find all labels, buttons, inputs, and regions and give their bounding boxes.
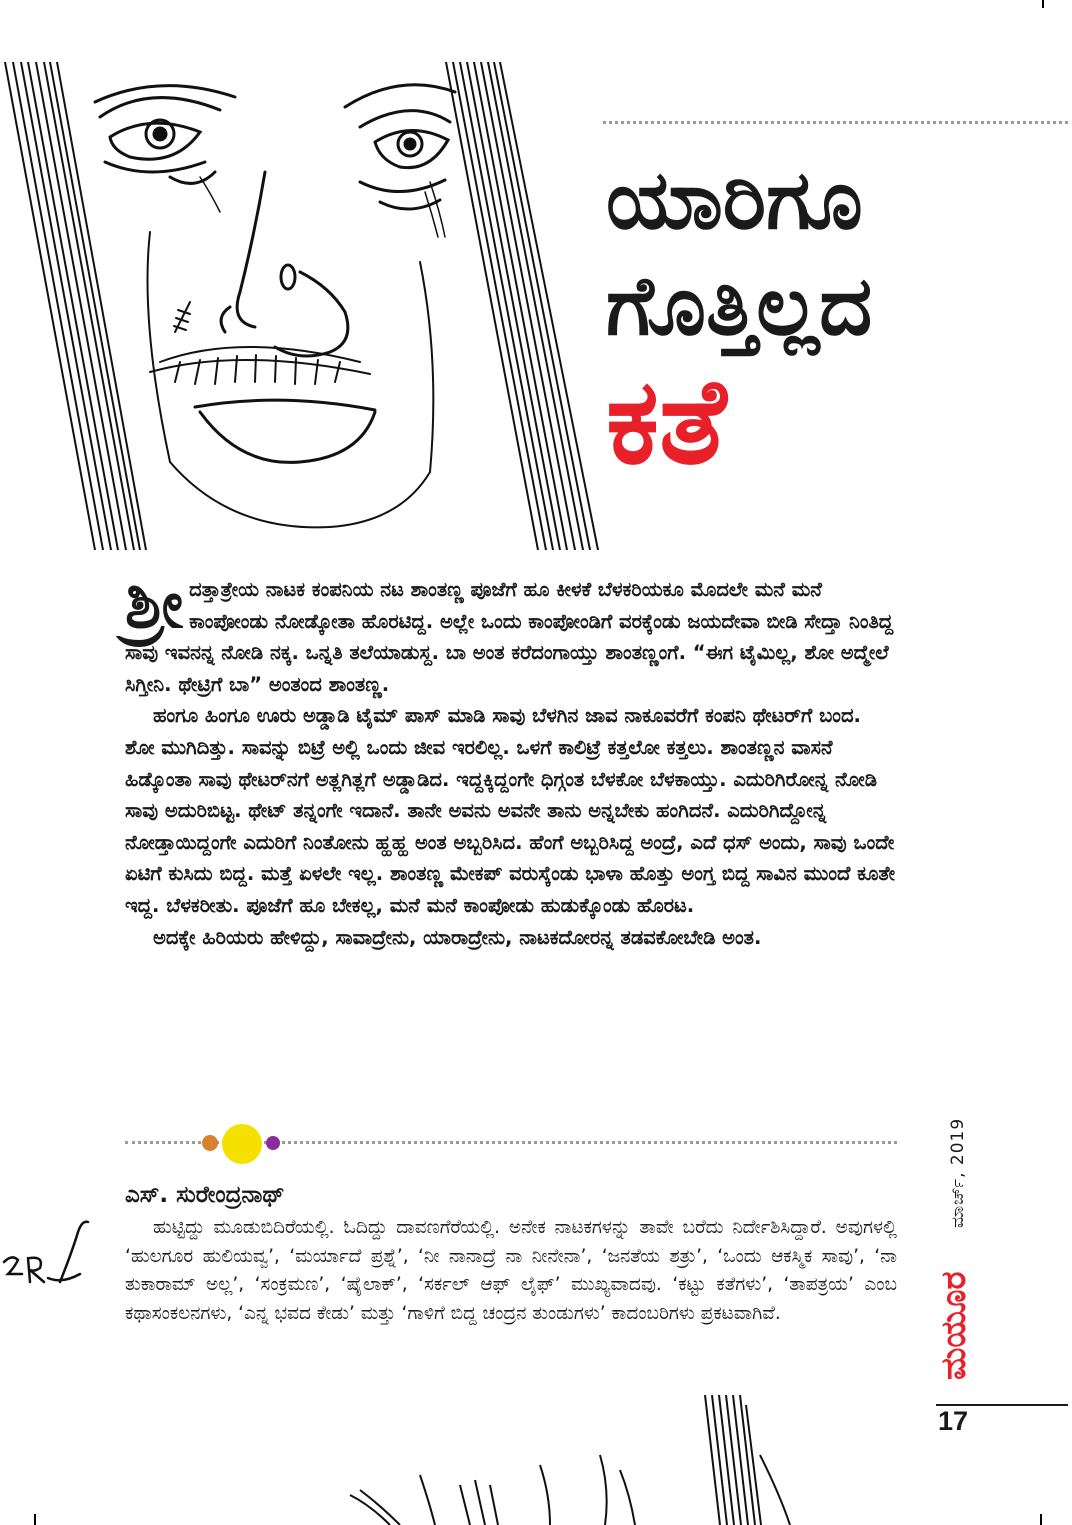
magazine-logo-text: ಮಯೂರ xyxy=(934,1271,974,1380)
hair-illustration xyxy=(300,1395,800,1525)
issue-date-text: ಮಾರ್ಚ್, 2019 xyxy=(948,1117,968,1228)
article-title xyxy=(606,153,873,490)
title-line-2: ಗೊತ್ತಿಲ್ಲದ xyxy=(606,259,873,354)
paragraph-1 xyxy=(125,566,897,700)
author-bio xyxy=(125,1214,897,1328)
magazine-logo xyxy=(934,1240,974,1380)
issue-date xyxy=(948,1098,970,1228)
yellow-dot xyxy=(222,1124,262,1164)
author-name: ಎಸ್. ಸುರೇಂದ್ರನಾಥ್ xyxy=(125,1182,285,1208)
purple-dot xyxy=(266,1136,280,1150)
header-rule xyxy=(603,121,1068,124)
crop-mark xyxy=(34,1514,36,1525)
drop-cap: ಶ್ರೀ xyxy=(125,566,184,643)
orange-dot xyxy=(202,1135,218,1151)
crop-mark xyxy=(1040,1514,1042,1525)
article-body xyxy=(125,566,897,953)
page-number: 17 xyxy=(938,1406,969,1436)
crop-mark xyxy=(1042,0,1044,8)
paragraph-2: ಹಂಗೂ ಹಿಂಗೂ ಊರು ಅಡ್ಡಾಡಿ ಟೈಮ್ ಪಾಸ್ ಮಾಡಿ ಸಾವು ಬೆಳಗಿನ ಜಾವ ನಾಕೂವರೆಗೆ ಕಂಪನಿ ಥೇಟರ್‌ಗೆ ಬಂದ. ಶೋ ಮುಗಿದಿತ್ತು. ಸಾವನ್ನು ಬಿಟ್ರೆ ಅಲ್ಲಿ ಒಂದು ಜೀವ ಇರಲಿಲ್ಲ. ಒಳಗೆ ಕಾಲಿಟ್ರೆ ಕತ್ತಲೋ ಕತ್ತಲು. ಶಾಂತಣ್ಣನ ವಾಸನೆ ಹಿಡ್ಕೊಂತಾ ಸಾವು ಥೇಟರ್‌ನಗೆ ಅತ್ಲಗಿತ್ಲಗೆ ಅಡ್ಡಾಡಿದ. ಇದ್ದಕ್ಕಿದ್ದಂಗೇ ಧಿಗ್ಗಂತ ಬೆಳಕೋ ಬೆಳಕಾಯ್ತು. ಎದುರಿಗಿರೋನ್ನ ನೋಡಿ ಸಾವು ಅದುರಿಬಿಟ್ಟ. ಥೇಟ್ ತನ್ನಂಗೇ ಇದಾನೆ. ತಾನೇ ಅವನು ಅವನೇ ತಾನು ಅನ್ನಬೇಕು ಹಂಗಿದನೆ. ಎದುರಿಗಿದ್ದೋನ್ನ ನೋಡ್ತಾಯಿದ್ದಂಗೇ ಎದುರಿಗೆ ನಿಂತೋನು ಹ್ಹಹ್ಹ ಅಂತ ಅಬ್ಬರಿಸಿದ. ಹೆಂಗೆ ಅಬ್ಬರಿಸಿದ್ದ ಅಂದ್ರೆ, ಎದೆ ಧಸ್ ಅಂದು, ಸಾವು ಒಂದೇ ಏಟಿಗೆ ಕುಸಿದು ಬಿದ್ದ. ಮತ್ತೆ ಏಳಲೇ ಇಲ್ಲ. ಶಾಂತಣ್ಣ ಮೇಕಪ್ ವರುಸ್ಕೆಂಡು ಭಾಳಾ ಹೊತ್ತು ಅಂಗ್ತ ಬಿದ್ದ ಸಾವಿನ ಮುಂದೆ ಕೂತೇ ಇದ್ದ. ಬೆಳಕರೀತು. ಪೂಜೆಗೆ ಹೂ ಬೇಕಲ್ಲ, ಮನೆ ಮನೆ ಕಾಂಪೋಡು ಹುಡುಕ್ಕೊಂಡು ಹೊರಟ. xyxy=(125,704,896,917)
signature-scribble xyxy=(0,1212,92,1292)
face-illustration xyxy=(0,62,605,550)
author-bio-text: ಹುಟ್ಟಿದ್ದು ಮೂಡುಬಿದಿರೆಯಲ್ಲಿ. ಓದಿದ್ದು ದಾವಣಗೆರೆಯಲ್ಲಿ. ಅನೇಕ ನಾಟಕಗಳನ್ನು ತಾವೇ ಬರೆದು ನಿರ್ದೇಶಿಸಿದ್ದಾರೆ. ಅವುಗಳಲ್ಲಿ ‘ಹುಲಗೂರ ಹುಲಿಯವ್ವ’, ‘ಮರ್ಯಾದೆ ಪ್ರಶ್ನೆ’, ‘ನೀ ನಾನಾದ್ರೆ ನಾ ನೀನೇನಾ’, ‘ಜನತೆಯ ಶತ್ರು’, ‘ಒಂದು ಆಕಸ್ಮಿಕ ಸಾವು’, ‘ನಾ ತುಕಾರಾಮ್ ಅಲ್ಲ’, ‘ಸಂಕ್ರಮಣ’, ‘ಷೈಲಾಕ್’, ‘ಸರ್ಕಲ್ ಆಫ್ ಲೈಫ್’ ಮುಖ್ಯವಾದವು. ‘ಕಟ್ಟು ಕತೆಗಳು’, ‘ತಾಪತ್ರಯ’ ಎಂಬ ಕಥಾಸಂಕಲನಗಳು, ‘ಎನ್ನ ಭವದ ಕೇಡು’ ಮತ್ತು ‘ಗಾಳಿಗೆ ಬಿದ್ದ ಚಂದ್ರನ ತುಂಡುಗಳು’ ಕಾದಂಬರಿಗಳು ಪ್ರಕಟವಾಗಿವೆ. xyxy=(125,1217,897,1324)
title-line-1: ಯಾರಿಗೂ xyxy=(606,153,863,248)
paragraph-1-text: ದತ್ತಾತ್ರೇಯ ನಾಟಕ ಕಂಪನಿಯ ನಟ ಶಾಂತಣ್ಣ ಪೂಜೆಗೆ ಹೂ ಕೀಳಕೆ ಬೆಳಕರಿಯಕೂ ಮೊದಲೇ ಮನೆ ಮನೆ ಕಾಂಪೋಂಡು ನೋಡ್ಕೋತಾ ಹೊರಟಿದ್ದ. ಅಲ್ಲೇ ಒಂದು ಕಾಂಪೋಂಡಿಗೆ ವರಕ್ಕೆಂಡು ಜಯದೇವಾ ಬೀಡಿ ಸೇದ್ತಾ ನಿಂತಿದ್ದ ಸಾವು ಇವನನ್ನ ನೋಡಿ ನಕ್ಕ. ಒನ್ನತಿ ತಲೆಯಾಡುಸ್ದ. ಬಾ ಅಂತ ಕರೆದಂಗಾಯ್ತು ಶಾಂತಣ್ಣಂಗೆ. “ಈಗ ಟೈಮಿಲ್ಲ, ಶೋ ಅದ್ಮೇಲೆ ಸಿಗ್ತೀನಿ. ಥೇಟ್ರಿಗೆ ಬಾ” ಅಂತಂದ ಶಾಂತಣ್ಣ. xyxy=(125,578,894,696)
title-line-3: ಕತೆ xyxy=(606,352,727,490)
paragraph-3: ಅದಕ್ಕೇ ಹಿರಿಯರು ಹೇಳಿದ್ದು, ಸಾವಾದ್ರೇನು, ಯಾರಾದ್ರೇನು, ನಾಟಕದೋರನ್ನ ತಡವಕೋಬೇಡಿ ಅಂತ. xyxy=(153,925,762,949)
